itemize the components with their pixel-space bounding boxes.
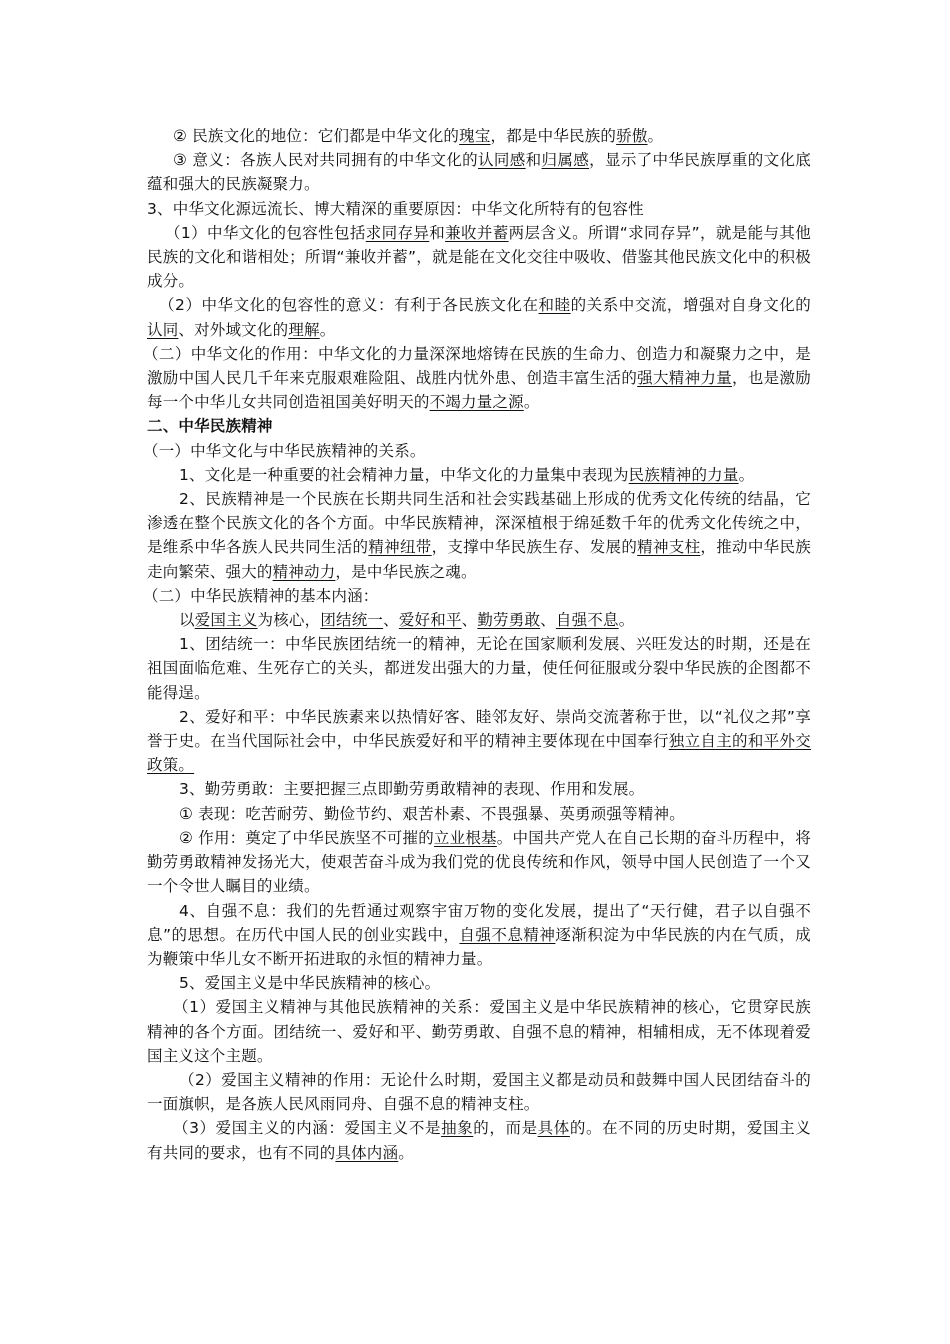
section-heading [147,414,811,438]
underlined-term: 精神支柱 [637,538,701,557]
underlined-term: 抽象 [441,1119,474,1138]
underlined-term: 精神动力 [272,562,336,581]
text-run: ，都是中华民族的 [490,127,617,145]
text-run: 和 [525,151,542,170]
paragraph [147,124,811,148]
paragraph [147,777,811,801]
text-run: （3）爱国主义的内涵：爱国主义不是 [173,1119,442,1138]
paragraph [147,632,811,705]
paragraph [143,584,811,608]
text-run: ，推动中华民族走向繁荣、强大的 [147,538,811,581]
underlined-term: 立业根基 [433,828,497,847]
text-run: （1）中华文化的包容性包括 [165,223,366,242]
text-run: 为核心， [257,611,321,630]
text-run: 1、文化是一种重要的社会精神力量，中华文化的力量集中表现为 [179,465,629,484]
text-run: （2）爱国主义精神的作用：无论什么时期，爱国主义都是动员和鼓舞中国人民团结奋斗的一面旗帜，是各族人民风雨同舟、自强不息的精神支柱。 [147,1070,811,1114]
text-run: 。 [319,320,336,339]
text-run: ，支撑中华民族生存、发展的 [431,538,638,557]
paragraph [143,342,811,415]
text-run: 。 [647,127,664,145]
text-run: 。 [618,611,635,630]
underlined-term: 兼收并蓄 [445,223,509,242]
text-run: ③ 意义：各族人民对共同拥有的中华文化的 [173,151,479,170]
underlined-term: 自强不息 [555,611,619,630]
paragraph [147,826,811,899]
underlined-term: 骄傲 [616,127,648,145]
text-run: 、对外域文化的 [178,320,289,339]
underlined-term: 认同 [147,320,179,339]
paragraph [147,971,811,995]
text-run: ，显示了中华民族厚重的文化底蕴和强大的民族凝聚力。 [147,151,812,194]
underlined-term: 理解 [288,320,320,339]
text-run: 4、自强不息：我们的先哲通过观察宇宙万物的变化发展，提出了“天行健，君子以自强不息”的思想。在历代中国人民的创业实践中， [147,901,811,944]
text-run: 1、团结统一：中华民族团结统一的精神，无论在国家顺利发展、兴旺发达的时期，还是在祖国面临危难、生死存亡的关头，都迸发出强大的力量，使任何征服或分裂中华民族的企图都不能得逞。 [147,635,811,702]
paragraph [147,221,811,294]
underlined-term: 归属感 [541,151,590,170]
underlined-term: 具体 [537,1119,570,1138]
paragraph [147,463,811,487]
text-run: 二、中华民族精神 [147,417,273,436]
paragraph [147,802,811,826]
text-run: 逐渐积淀为中华民族的内在气质，成为鞭策中华儿女不断开拓进取的永恒的精神力量。 [147,925,811,968]
underlined-term: 团结统一 [320,611,384,630]
text-run: 2、爱好和平：中华民族素来以热情好客、睦邻友好、崇尚交流著称于世，以“礼仪之邦”享誉于史。在当代国际社会中，中华民族爱好和平的精神主要体现在中国奉行 [147,707,811,751]
text-run: ② 民族文化的地位：它们都是中华文化的 [173,127,460,145]
paragraph [147,1068,811,1116]
text-run: 和 [429,223,446,242]
paragraph [143,439,811,463]
text-run: ，也是激励每一个中华儿女共同创造祖国美好明天的 [147,369,811,412]
underlined-term: 爱好和平 [398,611,462,630]
paragraph [147,148,811,196]
underlined-term: 强大精神力量 [637,369,733,388]
paragraph [147,197,811,221]
paragraph [147,899,811,972]
paragraph [147,293,811,341]
underlined-term: 和睦 [538,296,571,315]
underlined-term: 自强不息精神 [459,925,556,944]
paragraph [147,1116,811,1164]
text-run: 以 [179,611,195,630]
text-run: 、 [461,611,478,630]
underlined-term: 爱国主义 [194,611,258,630]
underlined-term: 勤劳勇敢 [477,611,541,630]
text-run: 。 [738,465,755,484]
underlined-term: 认同感 [478,151,526,170]
text-run: 的关系中交流，增强对自身文化的 [570,296,811,315]
document-body [143,124,812,1165]
paragraph [147,705,811,778]
text-run: 、 [383,611,399,630]
underlined-term: 求同存异 [365,223,430,242]
text-run: ① 表现：吃苦耐劳、勤俭节约、艰苦朴素、不畏强暴、英勇顽强等精神。 [179,804,685,823]
underlined-term: 不竭力量之源 [429,393,524,412]
paragraph [147,487,811,584]
text-run: 2、民族精神是一个民族在长期共同生活和社会实践基础上形成的优秀文化传统的结晶，它渗透在整个民族文化的各个方面。中华民族精神，深深植根于绵延数千年的优秀文化传统之中，是维系中华各族人民共同生活的 [147,490,811,557]
text-run: （二）中华民族精神的基本内涵： [143,586,379,605]
text-run: 。中国共产党人在自己长期的奋斗历程中，将勤劳勇敢精神发扬光大，使艰苦奋斗成为我们党的优良传统和作风，领导中国人民创造了一个又一个令世人瞩目的业绩。 [147,828,811,896]
text-run: 的，而是 [473,1119,538,1138]
text-run: 两层含义。所谓“求同存异”，就是能与其他民族的文化和谐相处；所谓“兼收并蓄”，就是能在文化交往中吸收、借鉴其他民族文化中的积极成分。 [147,223,811,291]
text-run: 。 [523,393,540,412]
text-run: ② 作用：奠定了中华民族坚不可摧的 [179,828,434,847]
underlined-term: 精神纽带 [368,538,432,557]
text-run: ，是中华民族之魂。 [335,562,477,581]
text-run: 3、勤劳勇敢：主要把握三点即勤劳勇敢精神的表现、作用和发展。 [179,780,645,799]
text-run: （1）爱国主义精神与其他民族精神的关系：爱国主义是中华民族精神的核心，它贯穿民族精神的各个方面。团结统一、爱好和平、勤劳勇敢、自强不息的精神，相辅相成，无不体现着爱国主义这个主题。 [147,998,811,1065]
underlined-term: 具体内涵 [335,1143,399,1162]
text-run: 5、爱国主义是中华民族精神的核心。 [179,974,441,993]
text-run: 、 [540,611,556,630]
text-run: 的。在不同的历史时期，爱国主义有共同的要求，也有不同的 [147,1119,811,1162]
text-run: （一）中华文化与中华民族精神的关系。 [143,441,426,460]
paragraph [147,608,811,632]
underlined-term: 独立自主的和平外交政策。 [147,732,811,775]
paragraph [147,995,811,1068]
text-run: 3、中华文化源远流长、博大精深的重要原因：中华文化所特有的包容性 [147,199,644,218]
text-run: （二）中华文化的作用：中华文化的力量深深地熔铸在民族的生命力、创造力和凝聚力之中，是激励中国人民几千年来克服艰难险阻、战胜内忧外患、创造丰富生活的 [143,344,811,388]
text-run: （2）中华文化的包容性的意义：有利于各民族文化在 [159,296,539,315]
text-run: 。 [398,1143,414,1162]
underlined-term: 瑰宝 [459,127,491,145]
underlined-term: 民族精神的力量 [628,465,739,484]
